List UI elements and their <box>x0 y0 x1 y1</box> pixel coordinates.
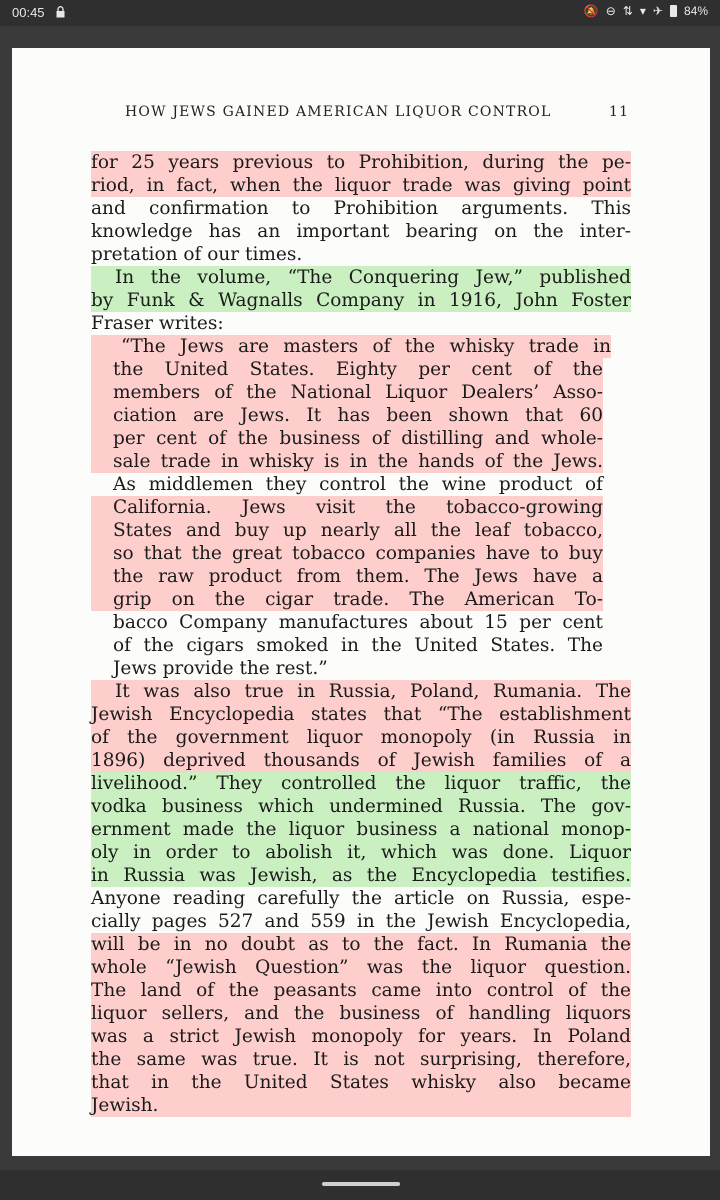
text-line: and confirmation to Prohibition arguments. This <box>91 198 631 219</box>
quote-line: the raw product from them. The Jews have a <box>91 565 603 588</box>
text-line: cially pages 527 and 559 in the Jewish Encyclopedia, <box>91 911 631 932</box>
text-line: ernment made the liquor business a national monop- <box>91 819 631 840</box>
quote-line: bacco Company manufactures about 15 per cent <box>113 612 603 633</box>
navigation-bar <box>0 1170 720 1200</box>
battery-percent: 84% <box>683 4 708 18</box>
status-time: 00:45 <box>12 5 45 20</box>
status-bar <box>0 0 720 26</box>
quote-line: States and buy up nearly all the leaf tobacco, <box>91 519 603 542</box>
text-line: will be in no doubt as to the fact. In Rumania the <box>91 934 631 955</box>
running-head-title: HOW JEWS GAINED AMERICAN LIQUOR CONTROL <box>125 104 552 120</box>
book-page[interactable] <box>12 48 710 1156</box>
text-line: Jewish. <box>91 1094 631 1117</box>
text-line: oly in order to abolish it, which was done. Liquor <box>91 842 631 863</box>
quote-line: grip on the cigar trade. The American To- <box>91 588 603 611</box>
text-line: It was also true in Russia, Poland, Rumania. The <box>91 680 631 703</box>
data-icon: ⇅ <box>622 4 633 18</box>
lock-icon <box>56 6 65 18</box>
text-line: vodka business which undermined Russia. The gov- <box>91 796 631 817</box>
quote-line: Jews provide the rest.” <box>113 658 328 679</box>
text-line: Jewish Encyclopedia states that “The establishment <box>91 704 631 725</box>
body-text <box>91 151 631 1117</box>
battery-icon <box>670 5 677 17</box>
text-line: knowledge has an important bearing on the inter- <box>91 221 631 242</box>
text-line: pretation of our times. <box>91 244 303 265</box>
text-line: whole “Jewish Question” was the liquor question. <box>91 957 631 978</box>
quote-line: so that the great tobacco companies have to buy <box>91 542 603 565</box>
text-line: for 25 years previous to Prohibition, during the pe- <box>91 152 631 173</box>
text-line: by Funk & Wagnalls Company in 1916, John Foster <box>91 290 631 311</box>
text-line: Fraser writes: <box>91 313 224 334</box>
quote-line: As middlemen they control the wine product of <box>113 474 603 495</box>
text-line: that in the United States whisky also became <box>91 1072 631 1093</box>
quote-line: “The Jews are masters of the whisky trade in <box>91 335 611 358</box>
quote-line: the United States. Eighty per cent of the <box>91 358 603 381</box>
text-line: 1896) deprived thousands of Jewish families of a <box>91 750 631 771</box>
text-line: liquor sellers, and the business of handling liquors <box>91 1003 631 1024</box>
quote-line: per cent of the business of distilling and whole- <box>91 427 603 450</box>
text-line: of the government liquor monopoly (in Russia in <box>91 727 631 748</box>
airplane-icon: ✈ <box>652 4 663 18</box>
page-number: 11 <box>609 104 630 120</box>
text-line: the same was true. It is not surprising, therefore, <box>91 1049 631 1070</box>
quote-line: of the cigars smoked in the United States. The <box>113 635 603 656</box>
quote-line: ciation are Jews. It has been shown that 60 <box>91 404 603 427</box>
status-icons <box>584 4 708 18</box>
text-line: In the volume, “The Conquering Jew,” published <box>91 266 631 289</box>
quote-line: California. Jews visit the tobacco-growing <box>91 496 603 519</box>
text-line: Anyone reading carefully the article on Russia, espe- <box>91 888 631 909</box>
text-line: was a strict Jewish monopoly for years. In Poland <box>91 1026 631 1047</box>
wifi-icon: ▾ <box>639 4 646 18</box>
dnd-icon: ⊖ <box>605 4 616 18</box>
text-line: livelihood.” They controlled the liquor traffic, the <box>91 773 631 794</box>
quote-line: members of the National Liquor Dealers’ Asso- <box>91 381 603 404</box>
text-line: in Russia was Jewish, as the Encyclopedia testifies. <box>91 865 631 886</box>
mute-icon: 🔕 <box>583 4 599 18</box>
home-gesture-handle[interactable] <box>322 1182 400 1186</box>
text-line: The land of the peasants came into control of the <box>91 980 631 1001</box>
text-line: riod, in fact, when the liquor trade was giving point <box>91 175 631 196</box>
quote-line: sale trade in whisky is in the hands of the Jews. <box>91 450 603 473</box>
